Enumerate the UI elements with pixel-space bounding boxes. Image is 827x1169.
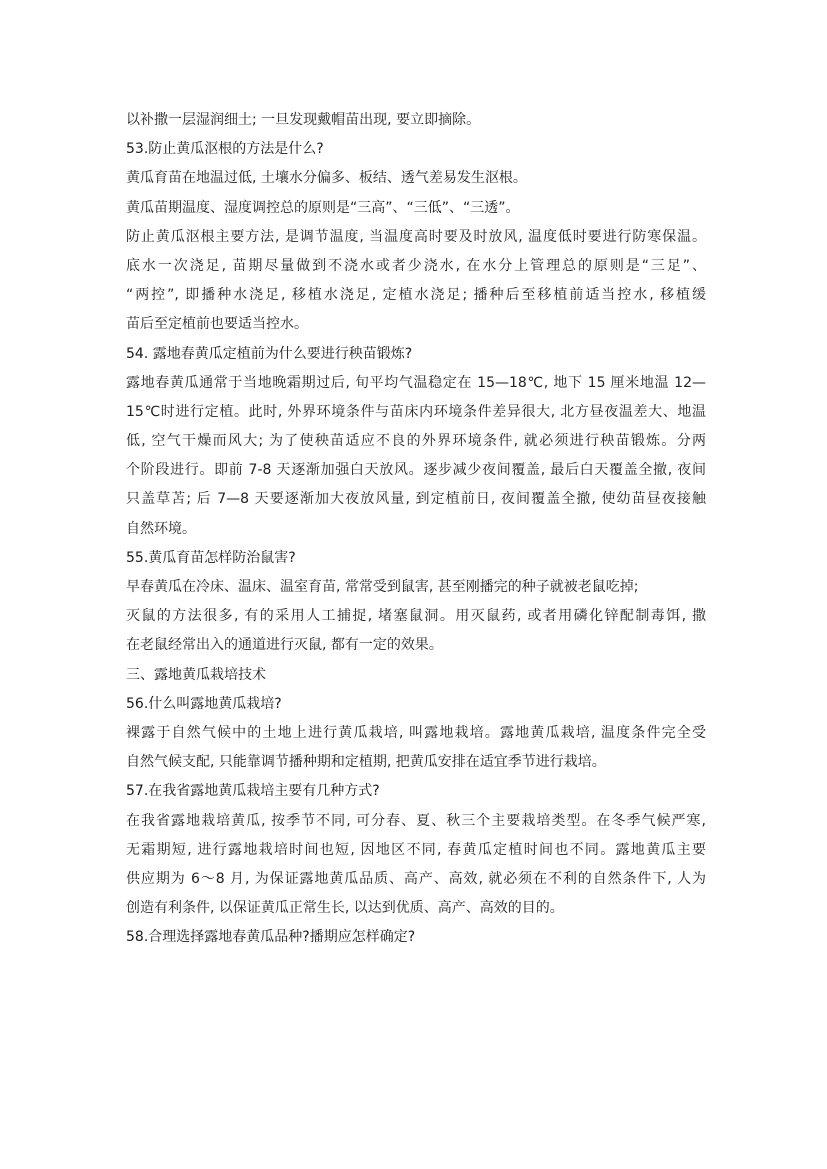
paragraph-line: 自然气候支配, 只能靠调节播种期和定植期, 把黄瓜安排在适宜季节进行栽培。 [126,754,606,771]
paragraph-line: 苗后至定植前也要适当控水。 [126,316,308,333]
paragraph-line: “两控”, 即播种水浇足, 移植水浇足, 定植水浇足; 播种后至移植前适当控水, 移植缓 [126,287,706,304]
paragraph-line: 防止黄瓜沤根主要方法, 是调节温度, 当温度高时要及时放风, 温度低时要进行防寒保温。 [126,228,706,245]
section-heading: 55.黄瓜育苗怎样防治鼠害? [126,549,296,566]
paragraph-line: 供应期为 6～8 月, 为保证露地黄瓜品质、高产、高效, 就必须在不利的自然条件下, 人为 [126,870,706,887]
section-heading: 53.防止黄瓜沤根的方法是什么? [126,141,324,158]
paragraph-line: 个阶段进行。即前 7-8 天逐渐加强白天放风。逐步减少夜间覆盖, 最后白天覆盖全撤, 夜间 [126,462,706,479]
section-heading: 56.什么叫露地黄瓜栽培? [126,695,282,712]
paragraph-line: 自然环境。 [126,520,196,537]
section-heading: 57.在我省露地黄瓜栽培主要有几种方式? [126,783,380,800]
paragraph-line: 15℃时进行定植。此时, 外界环境条件与苗床内环境条件差异很大, 北方昼夜温差大、地温 [126,403,706,420]
paragraph-line: 裸露于自然气候中的土地上进行黄瓜栽培, 叫露地栽培。露地黄瓜栽培, 温度条件完全受 [126,724,706,741]
section-heading: 58.合理选择露地春黄瓜品种?播期应怎样确定? [126,929,416,946]
section-heading: 三、露地黄瓜栽培技术 [126,666,266,683]
section-heading: 54. 露地春黄瓜定植前为什么要进行秧苗锻炼? [126,345,413,362]
paragraph-line: 在我省露地栽培黄瓜, 按季节不同, 可分春、夏、秋三个主要栽培类型。在冬季气候严寒, [126,812,706,829]
paragraph-line: 露地春黄瓜通常于当地晚霜期过后, 旬平均气温稳定在 15—18℃, 地下 15 厘米地温 12— [126,374,706,391]
paragraph-line: 在老鼠经常出入的通道进行灭鼠, 都有一定的效果。 [126,637,443,654]
paragraph-line: 黄瓜育苗在地温过低, 土壤水分偏多、板结、透气差易发生沤根。 [126,170,527,187]
paragraph-line: 灭鼠的方法很多, 有的采用人工捕捉, 堵塞鼠洞。用灭鼠药, 或者用磷化锌配制毒饵, 撒 [126,608,706,625]
paragraph-line: 创造有利条件, 以保证黄瓜正常生长, 以达到优质、高产、高效的目的。 [126,900,564,917]
paragraph-line: 以补撒一层湿润细土; 一旦发现戴帽苗出现, 要立即摘除。 [126,112,481,128]
paragraph-line: 低, 空气干燥而风大; 为了使秧苗适应不良的外界环境条件, 就必须进行秧苗锻炼。分两 [126,433,706,450]
paragraph-line: 无霜期短, 进行露地栽培时间也短, 因地区不同, 春黄瓜定植时间也不同。露地黄瓜主要 [126,841,706,858]
paragraph-line: 只盖草苫; 后 7—8 天要逐渐加大夜放风量, 到定植前日, 夜间覆盖全撤, 使幼苗昼夜接触 [126,491,706,508]
paragraph-line: 黄瓜苗期温度、湿度调控总的原则是“三高”、“三低”、“三透”。 [126,199,520,216]
document-page [126,106,706,952]
paragraph-line: 底水一次浇足, 苗期尽量做到不浇水或者少浇水, 在水分上管理总的原则是“三足”、 [126,257,706,274]
paragraph-line: 早春黄瓜在冷床、温床、温室育苗, 常常受到鼠害, 甚至刚播完的种子就被老鼠吃掉; [126,579,639,595]
